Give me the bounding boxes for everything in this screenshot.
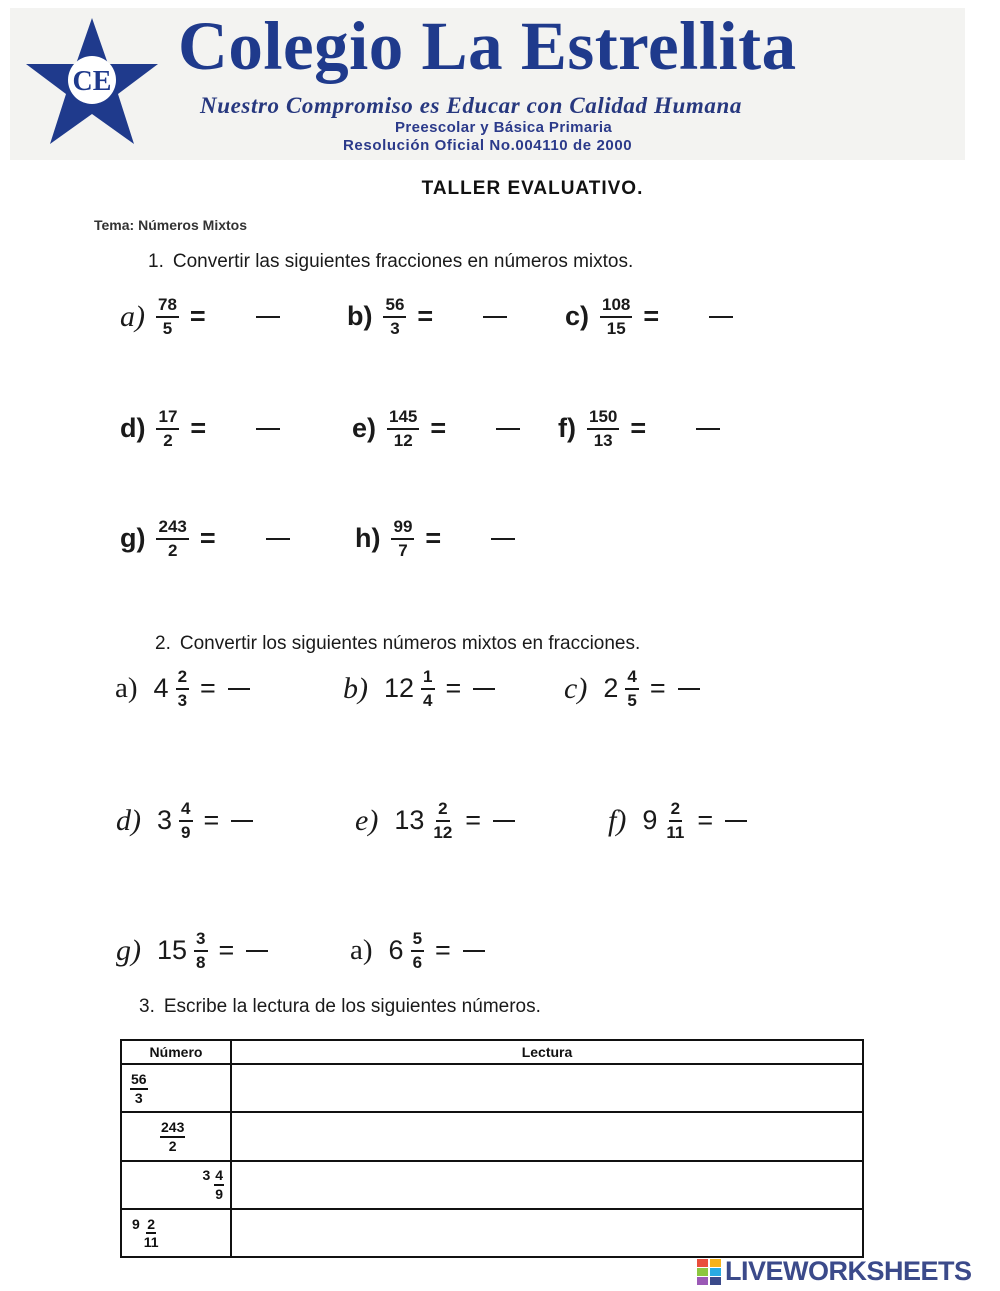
denominator: 2 [167, 540, 178, 560]
answer-line[interactable] [678, 688, 700, 690]
table-row [121, 1064, 863, 1112]
section3-instruction [139, 996, 541, 1018]
section1-text: Convertir las siguientes fracciones en números mixtos. [172, 251, 634, 272]
answer-line[interactable] [231, 820, 253, 822]
exercise-2c: c) 2 $\frac{4}{5}$ = [564, 668, 700, 710]
exercise-letter: f) [608, 803, 627, 837]
liveworksheets-brand [697, 1256, 972, 1287]
denominator: 2 [163, 430, 173, 450]
lectura-input-cell[interactable] [231, 1064, 863, 1112]
numerator: 150 [587, 408, 619, 430]
section3-number: 3. [139, 996, 155, 1017]
worksheet-title: TALLER EVALUATIVO. [421, 178, 644, 199]
fraction [391, 518, 414, 560]
denominator: 15 [606, 318, 626, 338]
section2-text: Convertir los siguientes números mixtos en fracciones. [179, 633, 641, 654]
numerator: 56 [130, 1072, 148, 1090]
numerator: 2 [146, 1217, 156, 1235]
whole-number: 6 [388, 935, 404, 966]
fraction [144, 1217, 159, 1250]
answer-line[interactable] [463, 950, 485, 952]
fraction [179, 800, 192, 842]
whole-number: 13 [394, 805, 425, 836]
number-cell [121, 1064, 231, 1112]
exercise-letter: e) [355, 803, 379, 837]
numerator: 5 [411, 930, 424, 952]
table-row [121, 1161, 863, 1209]
exercise-1d: d) $\frac{17}{2}$ = [120, 408, 280, 450]
exercise-1a: a) $\frac{78}{5}$ = [120, 296, 280, 338]
denominator: 5 [162, 318, 173, 338]
answer-line[interactable] [725, 820, 747, 822]
exercise-2f: f) 9 $\frac{2}{11}$ = [608, 800, 747, 842]
numerator: 3 [194, 930, 207, 952]
fraction [625, 668, 638, 710]
numerator: 2 [436, 800, 449, 822]
fraction [383, 296, 406, 338]
star-logo-icon [24, 16, 160, 148]
fraction [160, 1120, 185, 1153]
brand-text: LIVEWORKSHEETS [725, 1256, 972, 1286]
exercise-letter: g) [120, 523, 146, 554]
exercise-letter: d) [116, 803, 141, 837]
numerator: 99 [391, 518, 414, 540]
section1-instruction [148, 251, 633, 273]
fraction [664, 800, 686, 842]
exercise-1g: g) $\frac{243}{2}$ = [120, 518, 290, 560]
denominator: 11 [143, 1234, 159, 1251]
answer-line[interactable] [491, 538, 515, 540]
answer-line[interactable] [246, 950, 268, 952]
header-lectura: Lectura [231, 1040, 863, 1064]
answer-line[interactable] [228, 688, 250, 690]
denominator: 8 [196, 952, 206, 972]
school-name: Colegio La Estrellita [178, 8, 797, 84]
numerator: 56 [383, 296, 406, 318]
fraction [214, 1168, 224, 1201]
lectura-input-cell[interactable] [231, 1112, 863, 1160]
school-motto: Nuestro Compromiso es Educar con Calidad Humana [200, 93, 742, 118]
exercise-letter: d) [120, 413, 146, 444]
exercise-letter: c) [564, 671, 588, 705]
denominator: 3 [134, 1089, 143, 1106]
fraction [194, 930, 207, 972]
exercise-letter: a) [120, 299, 145, 333]
denominator: 5 [627, 690, 637, 710]
fraction [156, 296, 179, 338]
answer-line[interactable] [473, 688, 495, 690]
whole-number: 4 [153, 673, 169, 704]
section1-number: 1. [148, 251, 164, 272]
answer-line[interactable] [266, 538, 290, 540]
numerator: 108 [600, 296, 632, 318]
exercise-1f: f) $\frac{150}{13}$ = [558, 408, 720, 450]
exercise-1c: c) $\frac{108}{15}$ = [565, 296, 733, 338]
whole-number: 12 [384, 673, 415, 704]
numerator: 4 [625, 668, 638, 690]
numerator: 243 [156, 518, 188, 540]
whole-number: 9 [642, 805, 658, 836]
exercise-2h: a) 6 $\frac{5}{6}$ = [350, 930, 485, 972]
exercise-letter: c) [565, 301, 590, 332]
fraction [156, 518, 188, 560]
fraction [600, 296, 632, 338]
lectura-input-cell[interactable] [231, 1161, 863, 1209]
whole-number: 3 [157, 805, 173, 836]
fraction [587, 408, 619, 450]
fraction [130, 1072, 148, 1105]
exercise-2e: e) 13 $\frac{2}{12}$ = [355, 800, 515, 842]
fraction [387, 408, 419, 450]
denominator: 3 [177, 690, 188, 710]
exercise-letter: b) [343, 671, 368, 705]
fraction [176, 668, 189, 710]
denominator: 11 [666, 822, 685, 842]
exercise-letter: a) [115, 672, 138, 705]
section2-instruction [155, 633, 640, 655]
numerator: 4 [214, 1168, 224, 1186]
whole-number: 15 [157, 935, 188, 966]
denominator: 13 [593, 430, 613, 450]
numerator: 4 [179, 800, 192, 822]
number-cell [121, 1112, 231, 1160]
answer-line[interactable] [709, 316, 733, 318]
exercise-1b: b) $\frac{56}{3}$ = [347, 296, 507, 338]
answer-line[interactable] [696, 428, 720, 430]
exercise-letter: h) [355, 523, 381, 554]
exercise-2b: b) 12 $\frac{1}{4}$ = [343, 668, 495, 710]
school-resolution: Resolución Oficial No.004110 de 2000 [343, 137, 633, 154]
section3-text: Escribe la lectura de los siguientes números. [163, 996, 541, 1017]
header-numero: Número [121, 1040, 231, 1064]
school-levels: Preescolar y Básica Primaria [395, 119, 613, 136]
answer-line[interactable] [256, 428, 280, 430]
number-cell [121, 1209, 231, 1257]
numerator: 78 [156, 296, 179, 318]
denominator: 3 [390, 318, 400, 338]
exercise-1e: e) $\frac{145}{12}$ = [352, 408, 520, 450]
numerator: 2 [176, 668, 189, 690]
denominator: 9 [215, 1186, 223, 1203]
denominator: 2 [168, 1137, 177, 1154]
answer-line[interactable] [256, 316, 280, 318]
exercise-letter: f) [558, 413, 576, 444]
exercise-letter: a) [350, 934, 373, 967]
exercise-1h: h) $\frac{99}{7}$ = [355, 518, 515, 560]
denominator: 6 [412, 952, 423, 972]
numerator: 2 [669, 800, 682, 822]
topic-label: Tema: Números Mixtos [94, 217, 247, 233]
numerator: 145 [387, 408, 419, 430]
exercise-letter: b) [347, 301, 373, 332]
exercise-letter: g) [116, 933, 141, 967]
section2-number: 2. [155, 633, 171, 654]
whole-number: 3 [202, 1167, 211, 1184]
exercise-2g: g) 15 $\frac{3}{8}$ = [116, 930, 268, 972]
answer-line[interactable] [493, 820, 515, 822]
denominator: 12 [393, 430, 413, 450]
numerator: 1 [421, 668, 434, 690]
numerator: 17 [156, 408, 179, 430]
fraction [421, 668, 434, 710]
table-header-row [121, 1040, 863, 1064]
whole-number: 2 [603, 673, 619, 704]
fraction [411, 930, 424, 972]
denominator: 12 [433, 822, 453, 842]
logo-initials: CE [72, 66, 112, 97]
fraction [431, 800, 454, 842]
denominator: 9 [181, 822, 191, 842]
exercise-2d: d) 3 $\frac{4}{9}$ = [116, 800, 253, 842]
whole-number: 9 [132, 1215, 140, 1232]
liveworksheets-logo-icon [697, 1259, 721, 1285]
denominator: 4 [423, 690, 433, 710]
exercise-2a: a) 4 $\frac{2}{3}$ = [115, 668, 250, 710]
exercise-letter: e) [352, 413, 377, 444]
numerator: 243 [160, 1120, 185, 1138]
lectura-input-cell[interactable] [231, 1209, 863, 1257]
answer-line[interactable] [483, 316, 507, 318]
fraction [156, 408, 179, 450]
reading-table [120, 1039, 864, 1258]
table-row [121, 1112, 863, 1160]
answer-line[interactable] [496, 428, 520, 430]
number-cell [121, 1161, 231, 1209]
table-row [121, 1209, 863, 1257]
denominator: 7 [398, 540, 408, 560]
